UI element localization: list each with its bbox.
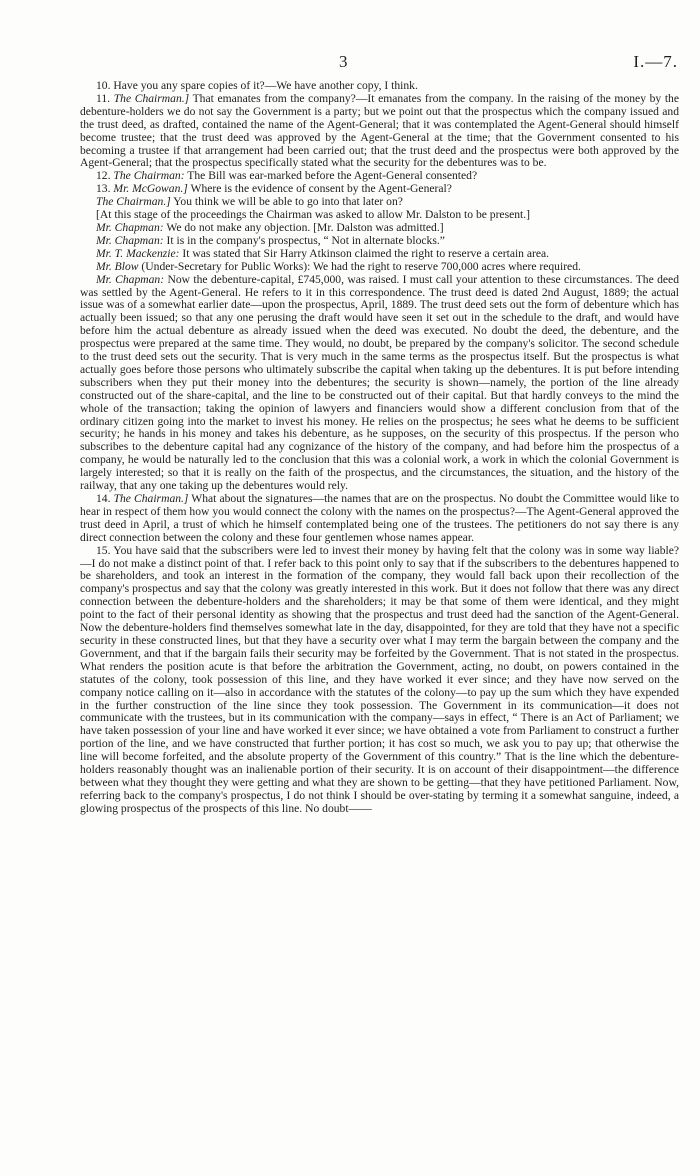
paragraph: 11. The Chairman.] That emanates from the company?—It emanates from the company. In the raising of the money by the debenture-holders we do not say the Government is a party; but we point out that the prospectus which the company issued and the trust deed, as drafted, contained the name of the Agent-General; that it was contemplated the Agent-General should himself become trustee; that the trust deed was approved by the Agent-General at the time; that the Government consented to his becoming a trustee if that arrangement had been carried out; that the trust deed and the prospectus were both approved by the Agent-General; that the prospectus specifically stated what the security for the debentures was to be. [80,91,680,170]
paragraph: 13. Mr. McGowan.] Where is the evidence of consent by the Agent-General? [96,182,452,196]
speaker-name: Mr. Chapman: [96,272,165,286]
paragraph: 15. You have said that the subscribers were led to invest their money by having felt that the colony was in some way liable?—I do not make a distinct point of that. I refer back to this point only to say that if the subscribers to the debentures happened to be shareholders, and took an interest in the formation of the company, they would fall back upon their recollection of the company's prospectus and say that the colony was greatly interested in this work. But it does not follow that there was any direct connection between the debenture-holders and the shareholders; it may be that some of them were identical, and they might point to the fact of their personal identity as showing that the prospectus and trust deed had the sanction of the Agent-General. Now the debenture-holders find themselves somewhat late in the day, disappointed, for they are told that they have not a specific security in these constructed lines, but that they have a security over what I may term the bargain between the company and the Government, and that if the bargain fails their security may be forfeited by the Government. That is not stated in the prospectus. What renders the position acute is that before the arbitration the Government, acting, no doubt, on powers contained in the statutes of the colony, took possession of this line, and they have worked it ever since; and they have now served on the company notice calling on it—also in accordance with the statutes of the colony—to pay up the sum which they have expended in the further construction of the line since they took possession. The Government in its communication—it does not communicate with the trustees, but in its communication with the company—says in effect, “ There is an Act of Parliament; we have taken possession of your line and have worked it ever since; we have obtained a vote from Parliament to construct a further portion of the line, and we have constructed that further portion; it has cost so much, we ask you to pay up; that otherwise the line will become forfeited, and the absolute property of the Government of this country.” That is the line which the debenture-holders reasonably thought was an inalienable portion of their security. It is on account of their disappointment—the difference between what they thought they were getting and what they are shown to be getting—that they have petitioned Parliament. Now, referring back to the company's prospectus, I do not think I should be over-stating by terming it a somewhat sanguine, indeed, a glowing prospectus of the prospects of this line. No doubt—— [80,543,679,815]
paragraph: Mr. Chapman: It is in the company's prospectus, “ Not in alternate blocks.” [96,233,445,247]
paragraph: Mr. T. Mackenzie: It was stated that Sir Harry Atkinson claimed the right to reserve a certain area. [96,246,550,260]
paragraph: 14. The Chairman.] What about the signatures—the names that are on the prospectus. No doubt the Committee would like to hear in respect of them how you would connect the colony with the names on the prospectus?—The Agent-General approved the trust deed in April, a trust of which he himself contemplated being one of the trustees. The petitioners do not say there is any direct connection between the colony and these four gentlemen whose names appear. [80,492,680,544]
paragraph: The Chairman.] You think we will be able to go into that later on? [96,195,403,209]
speaker-name: The Chairman.] [113,91,190,105]
speaker-name: Mr. T. Mackenzie: [96,246,180,260]
paragraph: Mr. Blow (Under-Secretary for Public Works): We had the right to reserve 700,000 acres where required. [96,259,581,273]
page-number: 3 [339,52,348,71]
speaker-name: The Chairman.] [96,195,171,209]
evidence-body [80,80,679,816]
paragraph: Mr. Chapman: We do not make any objection. [Mr. Dalston was admitted.] [96,220,444,234]
speaker-name: The Chairman: [113,169,185,183]
document-reference: I.—7. [633,52,678,71]
paragraph: Mr. Chapman: Now the debenture-capital, £745,000, was raised. I must call your attention to these circumstances. The deed was settled by the Agent-General. He refers to it in this correspondence. The trust deed is dated 2nd August, 1889; the actual issue was of a somewhat earlier date—upon the prospectus, April, 1889. The trust deed sets out the form of debenture which has actually been issued; so that any one perusing the draft would have seen it set out in the schedule to the draft, and would have before him the actual debenture as already issued when the deed was executed. No doubt the deed, the debenture, and the prospectus were prepared at the same time. They would, no doubt, be prepared by the company's solicitor. The second schedule to the trust deed sets out the security. That is very much in the same terms as the prospectus itself. But the prospectus is what actually goes before those persons who ultimately subscribe the capital when taking up the debentures. It is put before intending subscribers when they put their money into the debentures; the security is shown—namely, the portion of the line already constructed out of the share-capital, and the line to be constructed out of their capital. But that hardly conveys to the mind the whole of the transaction; taking the opinion of lawyers and financiers would show a different conclusion from that of the ordinary citizen going into the market to invest his money. He relies on the prospectus; he sees what he deems to be sufficient security; he hands in his money and takes his debenture, as he supposes, on the security of this prospectus. If the person who subscribes to the debenture capital had any cognizance of the history of the company, and had before him the prospectus of a company, he would be naturally led to the conclusion that this was a colonial work, a work in which the colonial Government is largely interested; so that it is really on the faith of the prospectus, and the circumstances, the situation, and the history of the railway, that any one taking up the debentures would rely. [80,272,679,493]
speaker-name: Mr. McGowan.] [113,182,188,196]
speaker-name: Mr. Chapman: [96,233,164,247]
paragraph: 12. The Chairman: The Bill was ear-marked before the Agent-General consented? [96,169,478,183]
paragraph: [At this stage of the proceedings the Chairman was asked to allow Mr. Dalston to be present.] [96,208,531,222]
speaker-name: Mr. Blow [96,259,139,273]
speaker-name: Mr. Chapman: [96,220,164,234]
speaker-name: The Chairman.] [113,492,189,505]
paragraph: 10. Have you any spare copies of it?—We have another copy, I think. [96,79,418,92]
